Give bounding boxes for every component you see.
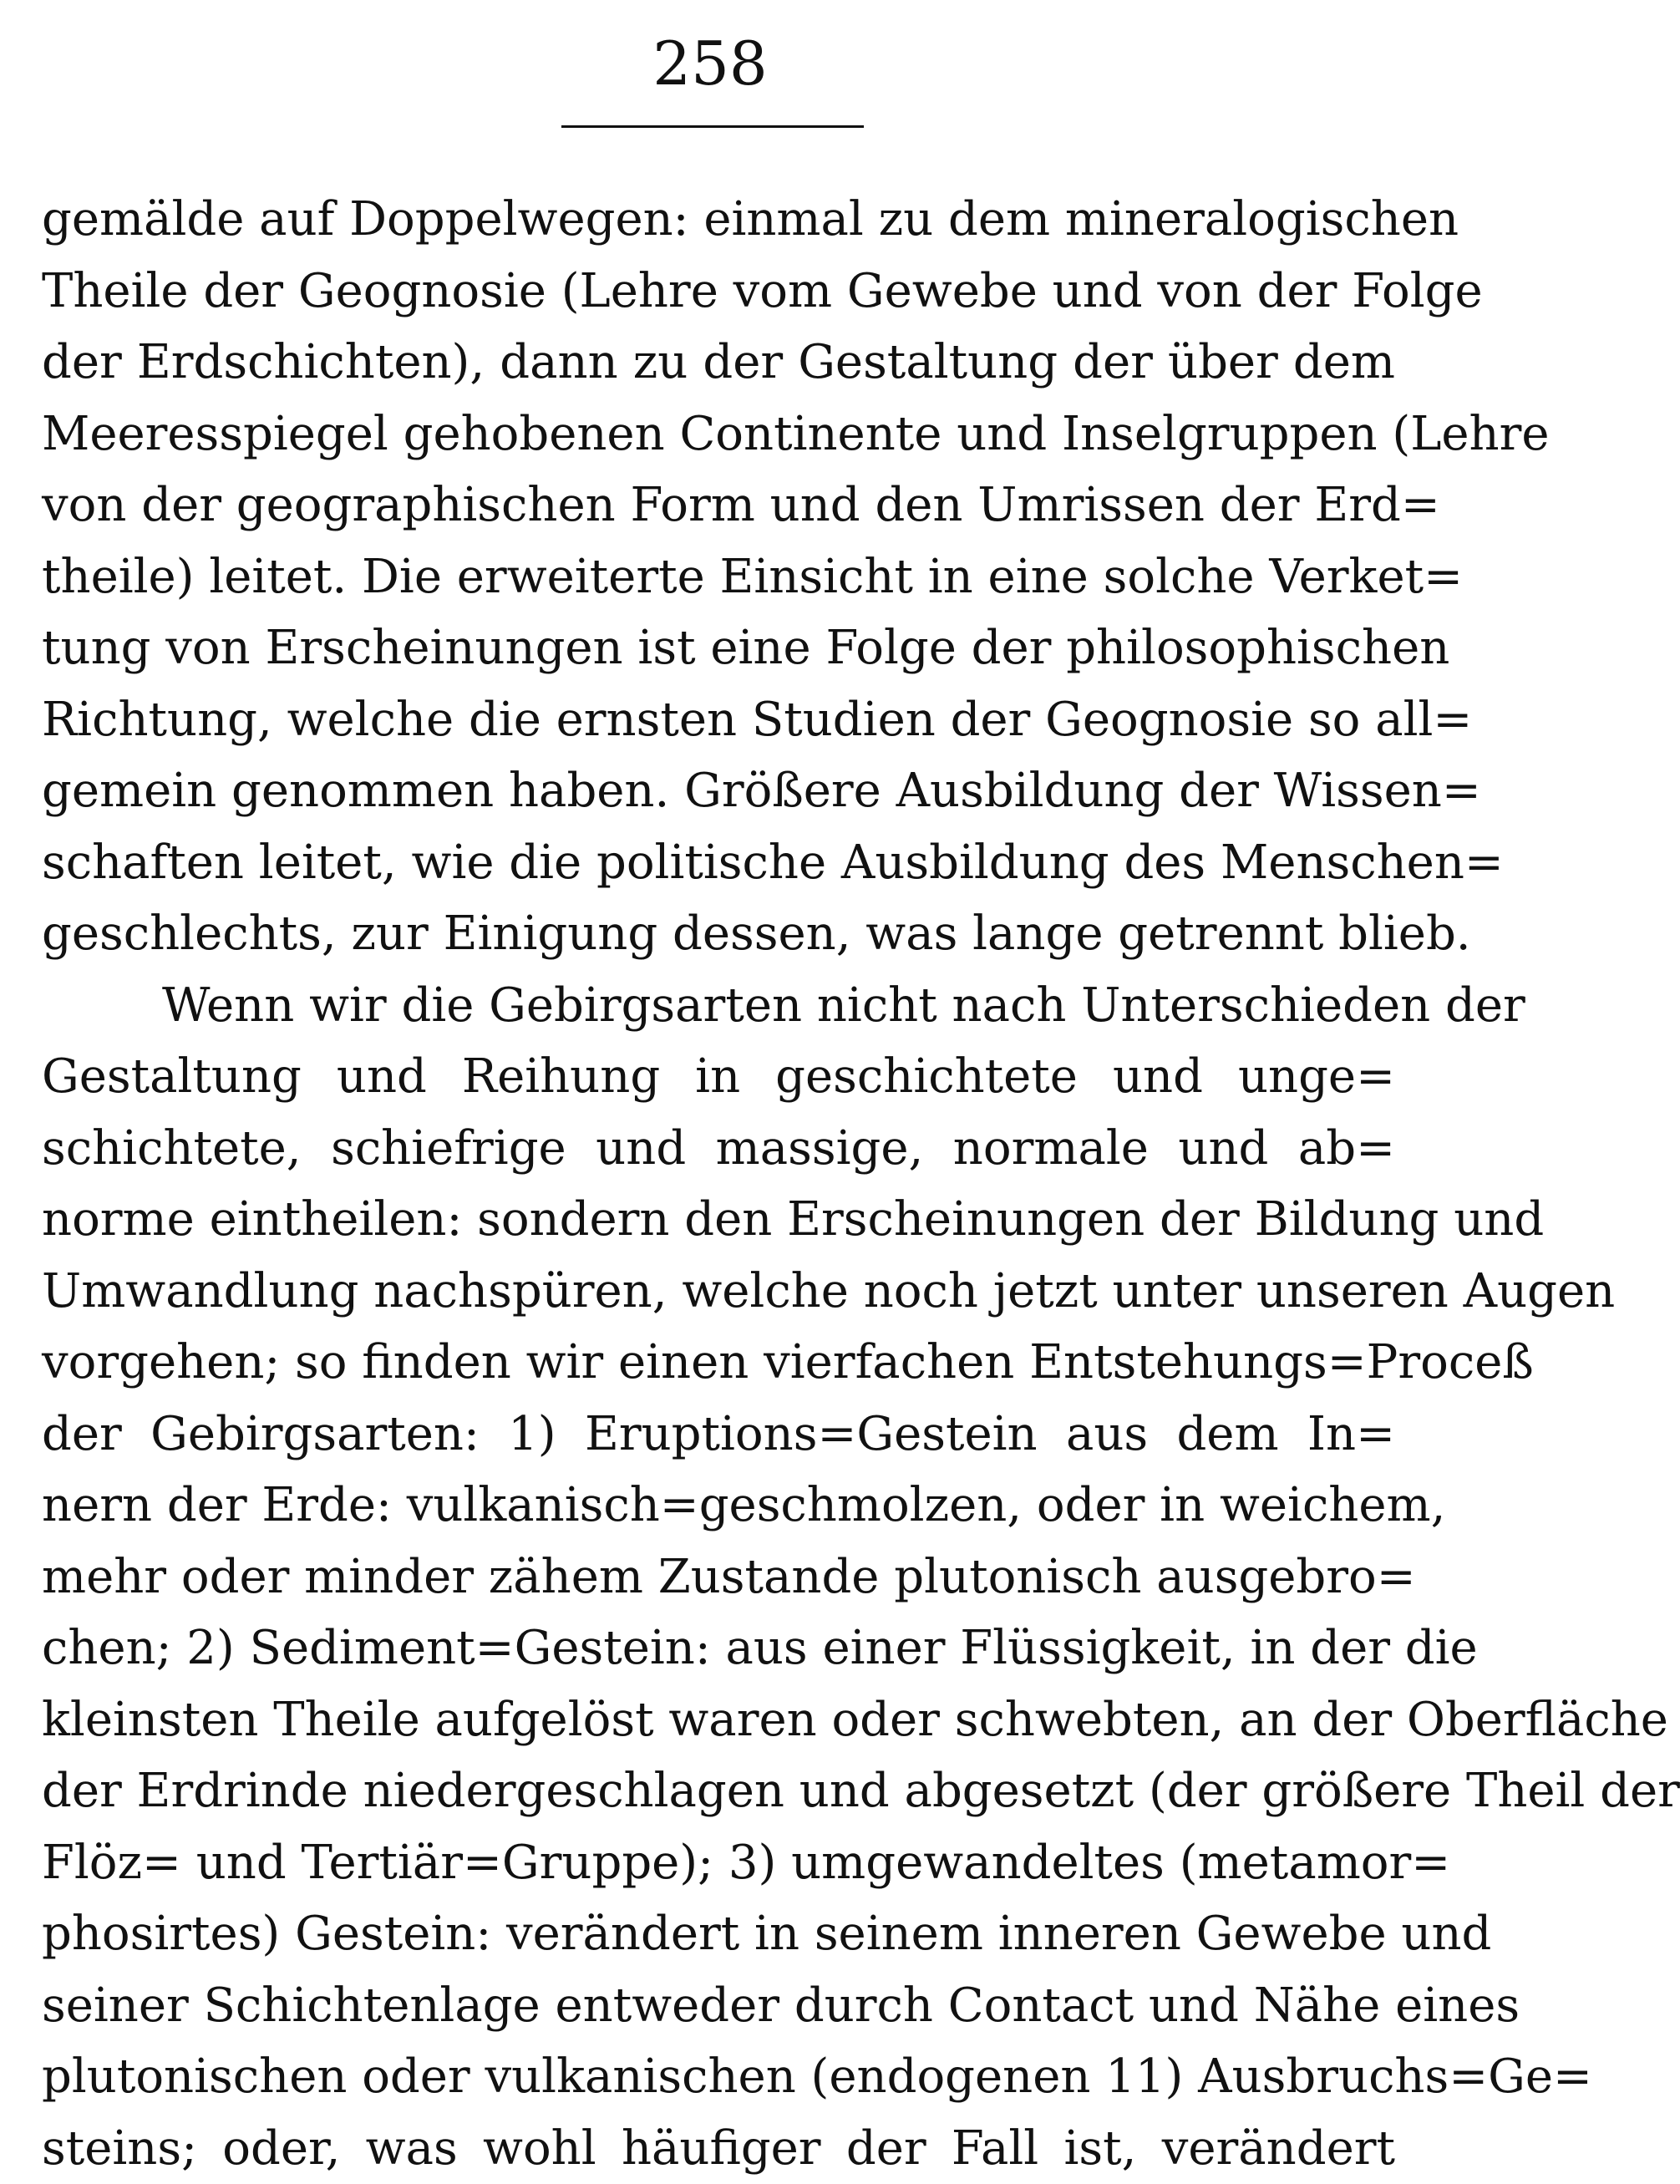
- text-line: seiner Schichtenlage entweder durch Contact und Nähe eines: [42, 1970, 1395, 2042]
- header-rule: [561, 125, 864, 128]
- text-line: gemälde auf Doppelwegen: einmal zu dem mineralogischen: [42, 184, 1395, 256]
- text-line: mehr oder minder zähem Zustande plutonisch ausgebro=: [42, 1541, 1395, 1613]
- text-line: steins; oder, was wohl häufiger der Fall ist, verändert: [42, 2113, 1395, 2184]
- text-line: der Gebirgsarten: 1) Eruptions=Gestein aus dem In=: [42, 1399, 1395, 1470]
- text-line: phosirtes) Gestein: verändert in seinem inneren Gewebe und: [42, 1898, 1395, 1970]
- text-line: gemein genommen haben. Größere Ausbildung der Wissen=: [42, 755, 1395, 827]
- text-line: Theile der Geognosie (Lehre vom Gewebe und von der Folge: [42, 256, 1395, 328]
- text-line: Flöz= und Tertiär=Gruppe); 3) umgewandeltes (metamor=: [42, 1827, 1395, 1899]
- paragraph-start-line: Wenn wir die Gebirgsarten nicht nach Unterschieden der: [42, 970, 1395, 1042]
- paragraph-end-line: geschlechts, zur Einigung dessen, was lange getrennt blieb.: [42, 898, 1395, 970]
- text-line: nern der Erde: vulkanisch=geschmolzen, oder in weichem,: [42, 1470, 1395, 1541]
- text-line: kleinsten Theile aufgelöst waren oder schwebten, an der Oberfläche: [42, 1684, 1395, 1756]
- text-line: Gestaltung und Reihung in geschichtete und unge=: [42, 1041, 1395, 1113]
- text-line: Meeresspiegel gehobenen Continente und Inselgruppen (Lehre: [42, 399, 1395, 470]
- text-line: Richtung, welche die ernsten Studien der Geognosie so all=: [42, 684, 1395, 756]
- page-number: 258: [0, 33, 1420, 94]
- text-line: plutonischen oder vulkanischen (endogenen 11) Ausbruchs=Ge=: [42, 2041, 1395, 2113]
- body-text: [42, 184, 1395, 2184]
- text-line: theile) leitet. Die erweiterte Einsicht in eine solche Verket=: [42, 541, 1395, 613]
- text-line: von der geographischen Form und den Umrissen der Erd=: [42, 470, 1395, 541]
- text-line: der Erdrinde niedergeschlagen und abgesetzt (der größere Theil der: [42, 1755, 1395, 1827]
- text-line: norme eintheilen: sondern den Erscheinungen der Bildung und: [42, 1184, 1395, 1256]
- text-line: der Erdschichten), dann zu der Gestaltung der über dem: [42, 327, 1395, 399]
- text-line: schaften leitet, wie die politische Ausbildung des Menschen=: [42, 827, 1395, 899]
- text-line: Umwandlung nachspüren, welche noch jetzt unter unseren Augen: [42, 1256, 1395, 1328]
- text-line: tung von Erscheinungen ist eine Folge der philosophischen: [42, 612, 1395, 684]
- text-line: schichtete, schiefrige und massige, normale und ab=: [42, 1113, 1395, 1185]
- text-line: chen; 2) Sediment=Gestein: aus einer Flüssigkeit, in der die: [42, 1613, 1395, 1684]
- text-line: vorgehen; so finden wir einen vierfachen Entstehungs=Proceß: [42, 1327, 1395, 1399]
